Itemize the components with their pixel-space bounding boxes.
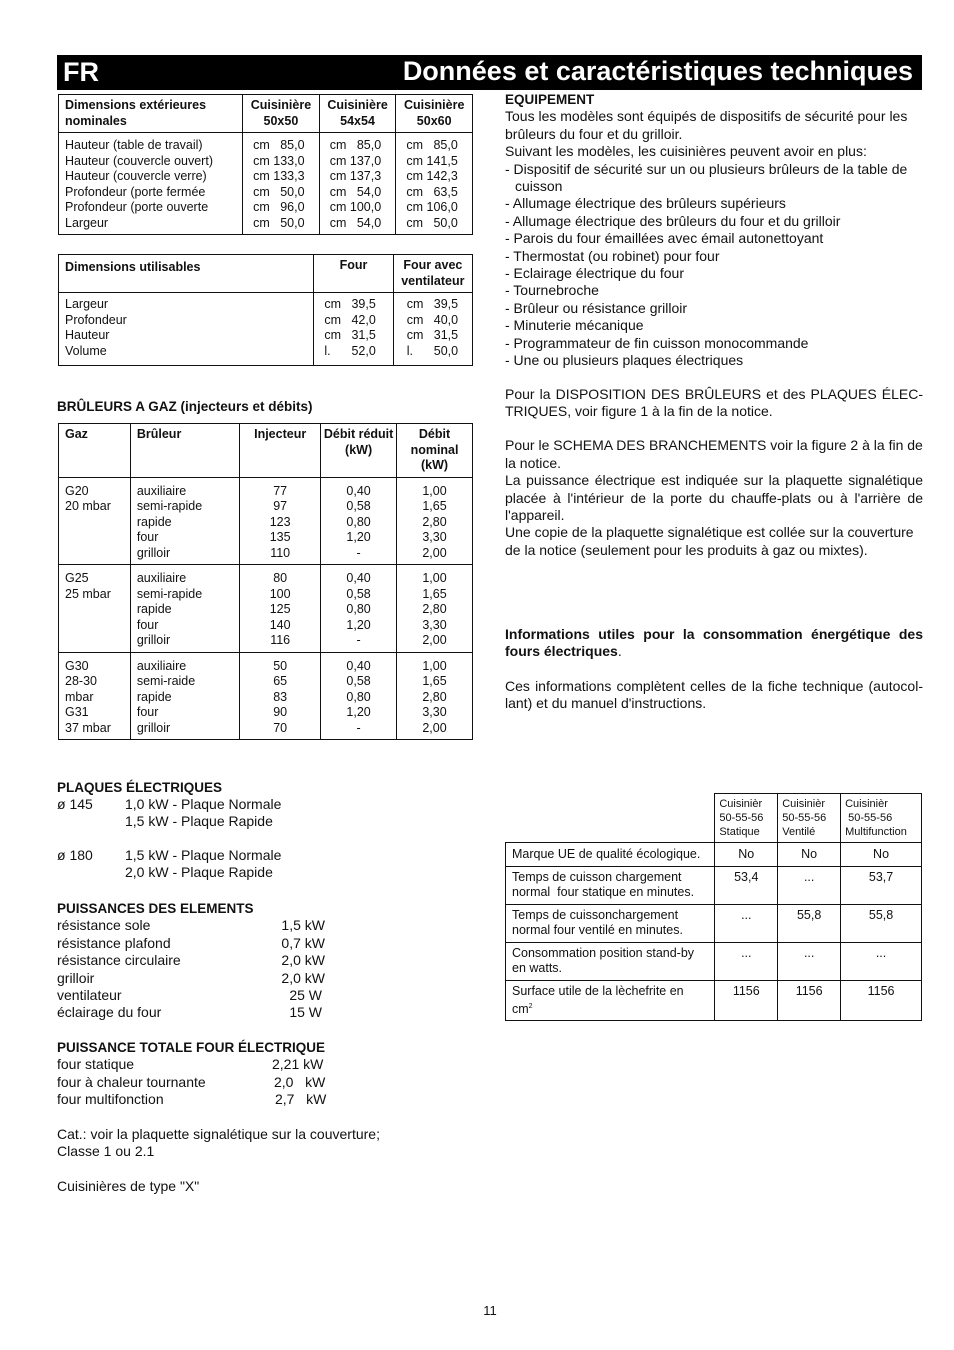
gas-row-g25: G25 25 mbar auxiliaire semi-rapide rapide four grilloir 80 100 125 140 116 0,40 0,58 0,80 1,20 - 1,00 1,65 2,80 3,30 2,00 xyxy=(59,565,473,653)
dimensions-ext-col1-values: cm 85,0 cm 133,0 cm 133,3 cm 50,0 cm 96,0 cm 50,0 xyxy=(243,133,320,235)
list-item: - Programmateur de fin cuisson monocommande xyxy=(505,334,809,351)
cat-section xyxy=(57,1126,457,1195)
plaque-row: ø 145 1,0 kW - Plaque Normale 1,5 kW - Plaque Rapide xyxy=(57,796,282,830)
language-code: FR xyxy=(63,57,99,87)
list-item: - Tournebroche xyxy=(505,282,599,299)
puissances-title: PUISSANCES DES ELEMENTS xyxy=(57,901,254,916)
dimensions-ext-header-col3: Cuisinière 50x60 xyxy=(396,95,473,133)
gas-header-gaz: Gaz xyxy=(59,424,131,478)
puissance-row: ventilateur 25 W xyxy=(57,986,322,1003)
equipement-list xyxy=(505,161,923,370)
list-item: - Dispositif de sécurité sur un ou plusieurs brûleurs de la table de xyxy=(505,160,908,177)
schema-text: Pour le SCHEMA DES BRANCHEMENTS voir la figure 2 à la fin de la notice. xyxy=(505,437,923,471)
list-item: - Eclairage électrique du four xyxy=(505,265,684,282)
energy-header-col1: Cuisinièr 50-55-56 Statique xyxy=(715,794,778,843)
gas-table xyxy=(58,423,473,740)
dimensions-use-col1-values: cm 39,5 cm 42,0 cm 31,5 l. 52,0 xyxy=(314,293,393,366)
gas-row-g30: G30 28-30 mbar G31 37 mbar auxiliaire semi-raide rapide four grilloir 50 65 83 90 70 0,40 0,58 0,80 1,20 - 1,00 1,65 2,80 3,30 2,00 xyxy=(59,652,473,740)
dimensions-ext-header-col1: Cuisinière 50x50 xyxy=(243,95,320,133)
copie-text: Une copie de la plaquette signalétique est collée sur la couverture de la notice (seulement pour les produits à gaz ou mixtes). xyxy=(505,524,914,558)
page-header xyxy=(57,55,922,90)
equipement-intro2: Suivant les modèles, les cuisinières peuvent avoir en plus: xyxy=(505,143,867,160)
dimensions-ext-table xyxy=(58,94,473,235)
energy-table xyxy=(505,793,922,1021)
dimensions-use-header-label: Dimensions utilisables xyxy=(59,255,314,293)
list-item: - Une ou plusieurs plaques électriques xyxy=(505,352,744,369)
equipement-intro: Tous les modèles sont équipés de dispositifs de sécurité pour les brûleurs du four et du grilloir. xyxy=(505,108,908,142)
dimensions-use-header-col1: Four xyxy=(314,255,393,293)
dimensions-use-table xyxy=(58,254,473,366)
list-item: - Brûleur ou résistance grilloir xyxy=(505,299,688,316)
puissance-row: résistance circulaire 2,0 kW xyxy=(57,952,325,969)
list-item: - Parois du four émaillées avec émail autonettoyant xyxy=(505,230,824,247)
energy-header-col3: Cuisinièr 50-55-56 Multifunction xyxy=(841,794,922,843)
puissances-section xyxy=(57,900,325,1022)
list-item: - Minuterie mécanique xyxy=(505,317,644,334)
energy-row: Temps de cuisson chargement normal four statique en minutes. 53,4 ... 53,7 xyxy=(506,867,922,905)
list-item: - Allumage électrique des brûleurs supérieurs xyxy=(505,195,786,212)
gas-section-title: BRÛLEURS A GAZ (injecteurs et débits) xyxy=(57,399,313,414)
gas-header-debit-reduit: Débit réduit (kW) xyxy=(321,424,397,478)
energy-row: Marque UE de qualité écologique. No No No xyxy=(506,843,922,867)
disposition-text: Pour la DISPOSITION DES BRÛLEURS et des PLAQUES ÉLEC-TRIQUES, voir figure 1 à la fin de la notice. xyxy=(505,385,923,419)
dimensions-use-col2-values: cm 39,5 cm 40,0 cm 31,5 l. 50,0 xyxy=(393,293,472,366)
dimensions-ext-header-label: Dimensions extérieures nominales xyxy=(59,95,243,133)
cat-line: Cat.: voir la plaquette signalétique sur la couverture; xyxy=(57,1126,380,1142)
page-number: 11 xyxy=(483,1303,497,1318)
page-title: Données et caractéristiques techniques xyxy=(402,56,913,86)
plaques-section xyxy=(57,779,357,882)
list-item: - Thermostat (ou robinet) pour four xyxy=(505,247,720,264)
energy-header-col2: Cuisinièr 50-55-56 Ventilé xyxy=(778,794,841,843)
energy-row: Temps de cuissonchargement normal four ventilé en minutes. ... 55,8 55,8 xyxy=(506,905,922,943)
puissance-text: La puissance électrique est indiquée sur la plaquette signalétique placée à l'intérieur de la porte du chauffe-plats ou à l'arrière de l'appareil. xyxy=(505,472,923,523)
energy-row: Surface utile de la lèchefrite en $cm^2$ 1156 1156 1156 xyxy=(506,981,922,1021)
info-bold: Informations utiles pour la consommation énergétique des fours électriques. xyxy=(505,626,923,660)
totale-row: four multifonction 2,7 kW xyxy=(57,1091,327,1108)
energy-row: Consommation position stand-by en watts. ... ... ... xyxy=(506,943,922,981)
equipement-section xyxy=(505,91,923,559)
gas-header-bruleur: Brûleur xyxy=(130,424,239,478)
equipement-title: EQUIPEMENT xyxy=(505,92,595,107)
dimensions-use-header-col2: Four avec ventilateur xyxy=(393,255,472,293)
plaque-row: ø 180 1,5 kW - Plaque Normale 2,0 kW - Plaque Rapide xyxy=(57,847,282,881)
totale-section xyxy=(57,1039,357,1109)
totale-row: four à chaleur tournante 2,0 kW xyxy=(57,1073,326,1090)
totale-row: four statique 2,21 kW xyxy=(57,1056,324,1073)
dimensions-ext-col3-values: cm 85,0 cm 141,5 cm 142,3 cm 63,5 cm 106,0 cm 50,0 xyxy=(396,133,473,235)
dimensions-ext-labels: Hauteur (table de travail) Hauteur (couvercle ouvert) Hauteur (couvercle verre) Profondeur (porte fermée Profondeur (porte ouverte Largeur xyxy=(59,133,243,235)
puissance-row: résistance plafond 0,7 kW xyxy=(57,934,325,951)
classe-line: Classe 1 ou 2.1 xyxy=(57,1143,155,1160)
dimensions-ext-col2-values: cm 85,0 cm 137,0 cm 137,3 cm 54,0 cm 100,0 cm 54,0 xyxy=(319,133,396,235)
plaques-title: PLAQUES ÉLECTRIQUES xyxy=(57,780,223,795)
gas-header-injecteur: Injecteur xyxy=(240,424,321,478)
dimensions-ext-header-col2: Cuisinière 54x54 xyxy=(319,95,396,133)
info-section xyxy=(505,626,923,713)
dimensions-use-labels: Largeur Profondeur Hauteur Volume xyxy=(59,293,314,366)
info-text: Ces informations complètent celles de la fiche technique (autocol-lant) et du manuel d'instructions. xyxy=(505,677,923,712)
list-item: - Allumage électrique des brûleurs du four et du grilloir xyxy=(505,212,841,229)
totale-title: PUISSANCE TOTALE FOUR ÉLECTRIQUE xyxy=(57,1040,326,1055)
gas-header-debit-nominal: Débit nominal (kW) xyxy=(397,424,473,478)
puissance-row: grilloir 2,0 kW xyxy=(57,969,325,986)
list-item: cuisson xyxy=(515,178,563,195)
type-line: Cuisinières de type "X" xyxy=(57,1177,200,1194)
gas-row-g20: G20 20 mbar auxiliaire semi-rapide rapide four grilloir 77 97 123 135 110 0,40 0,58 0,80 1,20 - 1,00 1,65 2,80 3,30 2,00 xyxy=(59,477,473,565)
puissance-row: résistance sole 1,5 kW xyxy=(57,917,325,934)
puissance-row: éclairage du four 15 W xyxy=(57,1004,322,1021)
